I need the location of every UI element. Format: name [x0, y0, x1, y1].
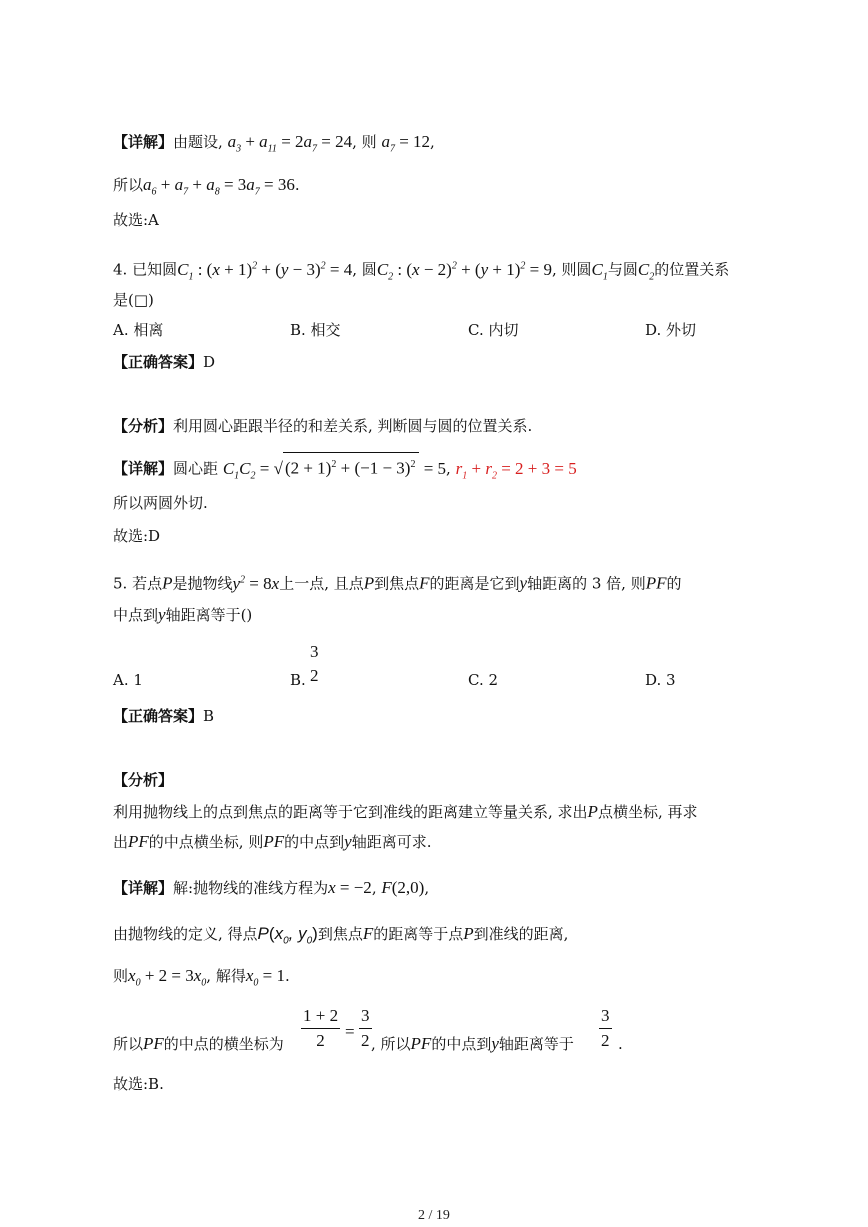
q4-choose: 故选:D: [113, 527, 161, 545]
q5-choose: 故选:B.: [113, 1075, 164, 1093]
q4-detail-line: 【详解】圆心距 $C_1C_2$ = √ $(2 + 1)^2 + (-1 - 3)^2 = 5$, $r_1 + r_2 = 2 + 3 = 5$: [113, 452, 577, 488]
q5-analysis-line1: 利用抛物线上的点到焦点的距离等于它到准线的距离建立等量关系, 求出P点横坐标, 再求: [113, 802, 698, 821]
q3-line2: 所以$a_6 + a_7 + a_8 = 3a_7 = 36$.: [113, 175, 300, 198]
equation: $C_1$ : $(x + 1)^2 + (y - 3)^2 = 4$: [177, 259, 353, 283]
fraction: $\frac{1 + 2}{2}$: [303, 1006, 339, 1050]
equation: F(2,0): [381, 878, 425, 897]
equation: x = −2: [328, 878, 372, 897]
equation: $C_1C_2$ = √ $(2 + 1)^2 + (-1 - 3)^2 = 5$: [223, 459, 446, 478]
q5-answer: 【正确答案】B: [113, 707, 215, 725]
equation-highlight: $r_1 + r_2 = 2 + 3 = 5$: [455, 458, 577, 482]
fraction: $\frac{3}{2}$: [361, 1006, 370, 1050]
option-d: D. 外切: [645, 321, 697, 339]
equation: $a_3 + a_{11} = 2a_7 = 24$: [227, 132, 353, 155]
equation: $x_0 = 1$: [245, 966, 285, 989]
fraction: 3 2: [310, 642, 319, 685]
q4-conclusion: 所以两圆外切.: [113, 494, 208, 512]
equation: $C_2$ : $(x - 2)^2 + (y + 1)^2 = 9$: [376, 259, 552, 283]
option-b: B. 相交: [290, 321, 341, 339]
option-a: A. 相离: [113, 321, 164, 339]
q5-analysis-label: 【分析】: [113, 771, 174, 789]
q4-stem-line2: 是(□): [113, 291, 154, 309]
page-number: 2 / 19: [418, 1208, 450, 1223]
equation: $a_6 + a_7 + a_8 = 3a_7 = 36$: [143, 175, 295, 198]
q5-definition-line: 由抛物线的定义, 得点$P(x_0$, $y_0$)到焦点F的距离等于点P到准线的距离,: [113, 924, 569, 947]
equation: $y^2 = 8x$: [232, 573, 280, 593]
q5-detail-line: 【详解】解:抛物线的准线方程为x = −2, F(2,0),: [113, 878, 430, 897]
option-c: C. 2: [468, 671, 499, 689]
q5-equation-line: 则$x_0 + 2 = 3x_0$, 解得$x_0 = 1$.: [113, 966, 290, 989]
option-a: A. 1: [113, 671, 143, 689]
q3-detail-line: 【详解】由题设, $a_3 + a_{11} = 2a_7 = 24$, 则 $a_7 = 12$,: [113, 132, 435, 155]
q4-answer: 【正确答案】D: [113, 353, 216, 371]
equation: $a_7 = 12$: [381, 132, 431, 155]
equation: $x_0 + 2 = 3x_0$: [128, 966, 207, 989]
q4-stem: 4. 已知圆$C_1$ : $(x + 1)^2 + (y - 3)^2 = 4$, 圆$C_2$ : $(x - 2)^2 + (y + 1)^2 = 9$, 则圆$C_1$与圆$C_2$的位置关系: [113, 259, 730, 283]
q5-analysis-line2: 出PF的中点横坐标, 则PF的中点到y轴距离可求.: [113, 832, 432, 851]
fraction: $\frac{3}{2}$: [601, 1006, 610, 1050]
q5-stem: 5. 若点P是抛物线$y^2 = 8x$上一点, 且点P到焦点F的距离是它到y轴距离的 3 倍, 则PF的: [113, 573, 682, 593]
q3-choose: 故选:A: [113, 211, 159, 229]
option-c: C. 内切: [468, 321, 519, 339]
option-d: D. 3: [645, 671, 676, 689]
equation: $P(x_0$, $y_0$): [257, 924, 318, 947]
q4-analysis: 【分析】利用圆心距跟半径的和差关系, 判断圆与圆的位置关系.: [113, 417, 533, 435]
q5-stem-line2: 中点到y轴距离等于(): [113, 605, 253, 624]
